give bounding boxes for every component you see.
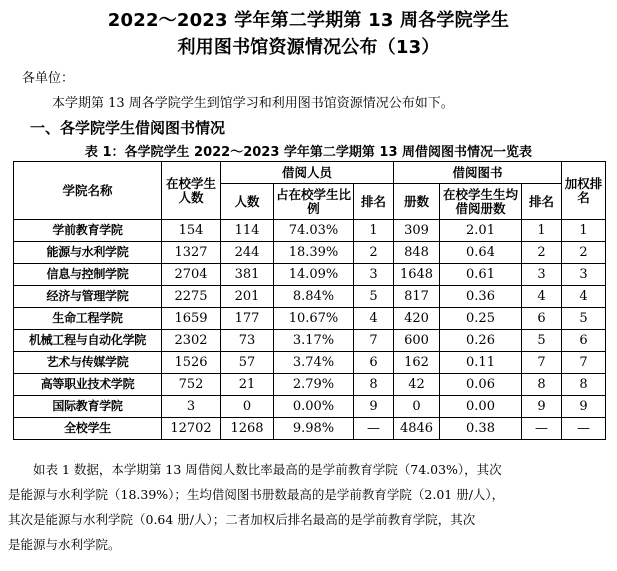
cell-count: 57 — [221, 352, 274, 374]
cell-ratio: 18.39% — [274, 242, 354, 264]
cell-weighted: — — [562, 418, 606, 440]
cell-volumes: 309 — [394, 220, 440, 242]
cell-rank1: 7 — [354, 330, 394, 352]
summary-paragraph — [8, 457, 608, 557]
cell-rank2: 5 — [522, 330, 562, 352]
cell-per-capita: 0.61 — [440, 264, 522, 286]
cell-weighted: 3 — [562, 264, 606, 286]
cell-weighted: 1 — [562, 220, 606, 242]
header-weighted-rank: 加权排名 — [562, 162, 606, 220]
cell-enrolled: 752 — [162, 374, 221, 396]
table-row — [14, 330, 606, 352]
cell-volumes: 0 — [394, 396, 440, 418]
summary-line: 是能源与水利学院（18.39%）；生均借阅图书册数最高的是学前教育学院（2.01 册/人）， — [8, 487, 505, 502]
cell-rank1: 2 — [354, 242, 394, 264]
cell-rank1: 8 — [354, 374, 394, 396]
cell-count: 244 — [221, 242, 274, 264]
cell-rank2: — — [522, 418, 562, 440]
cell-ratio: 14.09% — [274, 264, 354, 286]
cell-name: 能源与水利学院 — [14, 242, 162, 264]
cell-rank2: 7 — [522, 352, 562, 374]
cell-weighted: 7 — [562, 352, 606, 374]
cell-rank1: 4 — [354, 308, 394, 330]
cell-name: 机械工程与自动化学院 — [14, 330, 162, 352]
cell-rank1: 6 — [354, 352, 394, 374]
cell-count: 1268 — [221, 418, 274, 440]
cell-weighted: 9 — [562, 396, 606, 418]
cell-enrolled: 2302 — [162, 330, 221, 352]
header-rank2: 排名 — [522, 184, 562, 220]
cell-enrolled: 1526 — [162, 352, 221, 374]
cell-name: 高等职业技术学院 — [14, 374, 162, 396]
report-title-line2: 利用图书馆资源情况公布（13） — [177, 37, 440, 58]
table-row — [14, 264, 606, 286]
report-title-line1: 2022～2023 学年第二学期第 13 周各学院学生 — [107, 10, 510, 31]
table-row — [14, 220, 606, 242]
cell-enrolled: 154 — [162, 220, 221, 242]
header-books-group: 借阅图书 — [394, 162, 562, 184]
table-row — [14, 286, 606, 308]
cell-ratio: 2.79% — [274, 374, 354, 396]
cell-rank1: — — [354, 418, 394, 440]
cell-count: 201 — [221, 286, 274, 308]
summary-line: 其次是能源与水利学院（0.64 册/人）；二者加权后排名最高的是学前教育学院，其次 — [8, 512, 476, 527]
cell-rank2: 1 — [522, 220, 562, 242]
header-per-capita: 在校学生生均借阅册数 — [440, 184, 522, 220]
cell-enrolled: 3 — [162, 396, 221, 418]
cell-enrolled: 2275 — [162, 286, 221, 308]
greeting: 各单位： — [22, 71, 75, 86]
cell-volumes: 420 — [394, 308, 440, 330]
cell-count: 177 — [221, 308, 274, 330]
header-volumes: 册数 — [394, 184, 440, 220]
cell-enrolled: 1327 — [162, 242, 221, 264]
cell-rank1: 9 — [354, 396, 394, 418]
header-rank1: 排名 — [354, 184, 394, 220]
cell-count: 73 — [221, 330, 274, 352]
cell-name: 国际教育学院 — [14, 396, 162, 418]
cell-volumes: 848 — [394, 242, 440, 264]
cell-volumes: 42 — [394, 374, 440, 396]
borrowing-table — [13, 161, 606, 440]
cell-per-capita: 0.26 — [440, 330, 522, 352]
cell-rank1: 5 — [354, 286, 394, 308]
cell-rank2: 2 — [522, 242, 562, 264]
table-row — [14, 418, 606, 440]
summary-line: 是能源与水利学院。 — [8, 537, 121, 552]
table-row — [14, 242, 606, 264]
cell-per-capita: 0.38 — [440, 418, 522, 440]
cell-weighted: 5 — [562, 308, 606, 330]
cell-volumes: 1648 — [394, 264, 440, 286]
cell-weighted: 2 — [562, 242, 606, 264]
cell-name: 信息与控制学院 — [14, 264, 162, 286]
cell-ratio: 0.00% — [274, 396, 354, 418]
header-count: 人数 — [221, 184, 274, 220]
intro-paragraph: 本学期第 13 周各学院学生到馆学习和利用图书馆资源情况公布如下。 — [52, 96, 454, 111]
cell-rank2: 9 — [522, 396, 562, 418]
cell-name: 全校学生 — [14, 418, 162, 440]
cell-per-capita: 2.01 — [440, 220, 522, 242]
cell-count: 0 — [221, 396, 274, 418]
cell-name: 生命工程学院 — [14, 308, 162, 330]
section-heading: 一、各学院学生借阅图书情况 — [30, 119, 226, 137]
table-row — [14, 396, 606, 418]
cell-per-capita: 0.06 — [440, 374, 522, 396]
cell-volumes: 600 — [394, 330, 440, 352]
cell-per-capita: 0.11 — [440, 352, 522, 374]
table-row — [14, 374, 606, 396]
cell-weighted: 4 — [562, 286, 606, 308]
cell-ratio: 3.74% — [274, 352, 354, 374]
cell-per-capita: 0.36 — [440, 286, 522, 308]
cell-rank2: 4 — [522, 286, 562, 308]
cell-ratio: 8.84% — [274, 286, 354, 308]
cell-name: 艺术与传媒学院 — [14, 352, 162, 374]
header-college: 学院名称 — [14, 162, 162, 220]
cell-per-capita: 0.00 — [440, 396, 522, 418]
cell-name: 学前教育学院 — [14, 220, 162, 242]
cell-volumes: 162 — [394, 352, 440, 374]
cell-per-capita: 0.25 — [440, 308, 522, 330]
header-borrowers-group: 借阅人员 — [221, 162, 394, 184]
cell-rank1: 1 — [354, 220, 394, 242]
cell-volumes: 817 — [394, 286, 440, 308]
cell-ratio: 10.67% — [274, 308, 354, 330]
cell-ratio: 74.03% — [274, 220, 354, 242]
cell-ratio: 3.17% — [274, 330, 354, 352]
table-row — [14, 352, 606, 374]
cell-name: 经济与管理学院 — [14, 286, 162, 308]
cell-count: 381 — [221, 264, 274, 286]
cell-ratio: 9.98% — [274, 418, 354, 440]
cell-weighted: 8 — [562, 374, 606, 396]
cell-enrolled: 12702 — [162, 418, 221, 440]
table-row — [14, 308, 606, 330]
summary-line: 如表 1 数据，本学期第 13 周借阅人数比率最高的是学前教育学院（74.03%），其次 — [33, 462, 502, 477]
cell-enrolled: 2704 — [162, 264, 221, 286]
cell-rank2: 6 — [522, 308, 562, 330]
cell-rank1: 3 — [354, 264, 394, 286]
cell-rank2: 8 — [522, 374, 562, 396]
cell-rank2: 3 — [522, 264, 562, 286]
cell-count: 21 — [221, 374, 274, 396]
table-caption: 表 1：各学院学生 2022～2023 学年第二学期第 13 周借阅图书情况一览表 — [84, 145, 533, 160]
cell-weighted: 6 — [562, 330, 606, 352]
cell-enrolled: 1659 — [162, 308, 221, 330]
header-enrolled: 在校学生人数 — [162, 162, 221, 220]
cell-count: 114 — [221, 220, 274, 242]
cell-volumes: 4846 — [394, 418, 440, 440]
header-ratio: 占在校学生比例 — [274, 184, 354, 220]
cell-per-capita: 0.64 — [440, 242, 522, 264]
